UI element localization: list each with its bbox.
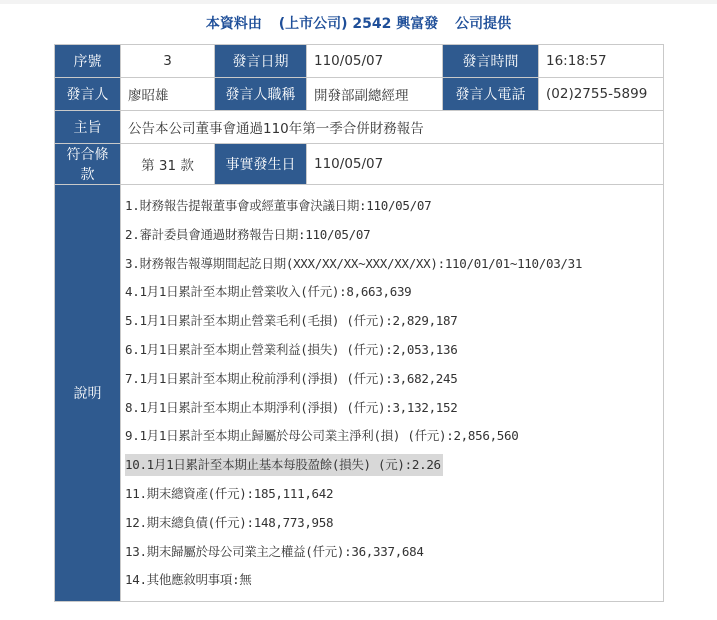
description-line [125,538,663,567]
description-line-text: 12.期末總負債(仟元):148,773,958 [125,514,334,530]
speaker-title-value: 開發部副總經理 [307,78,443,111]
provider-company: (上市公司) 2542 興富發 [278,16,439,32]
seq-label: 序號 [55,45,121,78]
phone-label: 發言人電話 [443,78,539,111]
row-clause [55,144,664,185]
description-line [125,422,663,451]
time-value: 16:18:57 [539,45,664,78]
phone-value: (02)2755-5899 [539,78,664,111]
fact-date-label: 事實發生日 [215,144,307,185]
description-line-text: 4.1月1日累計至本期止營業收入(仟元):8,663,639 [125,284,412,300]
provider-suffix: 公司提供 [455,16,512,32]
date-label: 發言日期 [215,45,307,78]
description-cell [121,185,664,602]
description-line [125,278,663,307]
description-line [125,221,663,250]
top-strip [0,0,717,4]
fact-date-value: 110/05/07 [307,144,664,185]
description-line-text: 1.財務報告提報董事會或經董事會決議日期:110/05/07 [125,198,432,213]
description-line [125,250,663,279]
description-line [125,566,663,595]
description-line-text: 11.期末總資產(仟元):185,111,642 [125,485,334,501]
description-line [125,307,663,336]
date-value: 110/05/07 [307,45,443,78]
description-line [125,336,663,365]
time-label: 發言時間 [443,45,539,78]
description-line-text: 5.1月1日累計至本期止營業毛利(毛損) (仟元):2,829,187 [125,313,458,329]
row-description [55,185,664,602]
row-seq [55,45,664,78]
seq-value: 3 [121,45,215,78]
speaker-label: 發言人 [55,78,121,111]
speaker-title-label: 發言人職稱 [215,78,307,111]
row-speaker [55,78,664,111]
description-line [125,509,663,538]
description-line [125,480,663,509]
clause-label: 符合條款 [55,144,121,185]
announcement-table [54,44,664,602]
subject-value: 公告本公司董事會通過110年第一季合併財務報告 [121,111,664,144]
clause-value: 第 31 款 [121,144,215,185]
description-line-text: 2.審計委員會通過財務報告日期:110/05/07 [125,226,371,242]
description-line-selected [125,451,663,480]
speaker-value: 廖昭雄 [121,78,215,111]
description-line-text: 9.1月1日累計至本期止歸屬於母公司業主淨利(損) (仟元):2,856,560 [125,428,519,444]
description-line [125,394,663,423]
description-lines [121,185,663,601]
description-line-text: 6.1月1日累計至本期止營業利益(損失) (仟元):2,053,136 [125,341,458,357]
row-subject [55,111,664,144]
description-line-text: 10.1月1日累計至本期止基本每股盈餘(損失) (元):2.26 [125,454,443,476]
description-line-text: 7.1月1日累計至本期止稅前淨利(淨損) (仟元):3,682,245 [125,370,458,386]
description-line-text: 14.其他應敘明事項:無 [125,572,252,588]
description-label: 說明 [55,185,121,602]
provider-header [0,13,717,33]
description-line-text: 13.期末歸屬於母公司業主之權益(仟元):36,337,684 [125,543,424,559]
subject-label: 主旨 [55,111,121,144]
description-line-text: 8.1月1日累計至本期止本期淨利(淨損) (仟元):3,132,152 [125,399,458,415]
provider-prefix: 本資料由 [205,16,262,32]
description-line [125,192,663,221]
description-line [125,365,663,394]
description-line-text: 3.財務報告報導期間起訖日期(XXX/XX/XX~XXX/XX/XX):110/01/01~110/03/31 [125,255,583,271]
